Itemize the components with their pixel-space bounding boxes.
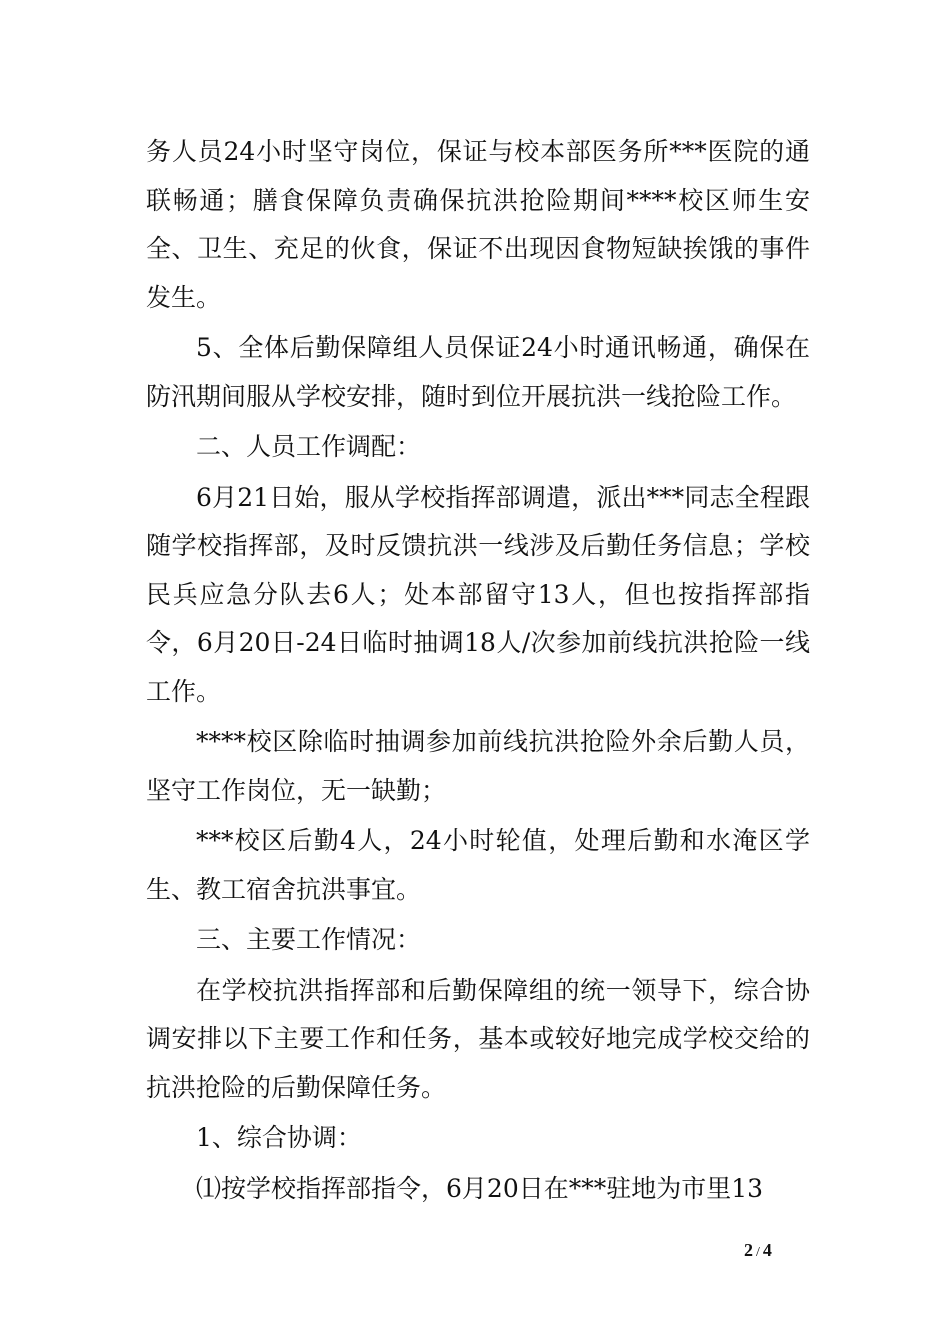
page-number (744, 1240, 772, 1261)
paragraph-4: 6月21日始，服从学校指挥部调遣，派出***同志全程跟随学校指挥部，及时反馈抗洪一线涉及后勤任务信息；学校民兵应急分队去6人；处本部留守13人，但也按指挥部指令，6月20日-24日临时抽调18人/次参加前线抗洪抢险一线工作。 (146, 482, 810, 706)
page-total: 4 (762, 1240, 772, 1260)
section-heading-main-work: 三、主要工作情况： (196, 925, 422, 954)
page-current: 2 (744, 1240, 753, 1260)
paragraph-1: 务人员24小时坚守岗位，保证与校本部医务所***医院的通联畅通；膳食保障负责确保抗洪抢险期间****校区师生安全、卫生、充足的伙食，保证不出现因食物短缺挨饿的事件发生。 (146, 137, 810, 312)
document-body (146, 128, 810, 1213)
subsection-heading-coordination: 1、综合协调： (196, 1123, 362, 1152)
paragraph-2: 5、全体后勤保障组人员保证24小时通讯畅通，确保在防汛期间服从学校安排，随时到位开展抗洪一线抢险工作。 (146, 333, 810, 411)
section-heading-staffing: 二、人员工作调配： (196, 432, 422, 461)
paragraph-6: ***校区后勤4人，24小时轮值，处理后勤和水淹区学生、教工宿舍抗洪事宜。 (146, 826, 810, 904)
page-separator: / (756, 1245, 760, 1260)
paragraph-5: ****校区除临时抽调参加前线抗洪抢险外余后勤人员，坚守工作岗位，无一缺勤； (146, 727, 810, 805)
paragraph-10: ⑴按学校指挥部指令，6月20日在***驻地为市里13 (196, 1173, 764, 1203)
paragraph-8: 在学校抗洪指挥部和后勤保障组的统一领导下，综合协调安排以下主要工作和任务，基本或较好地完成学校交给的抗洪抢险的后勤保障任务。 (146, 975, 810, 1102)
